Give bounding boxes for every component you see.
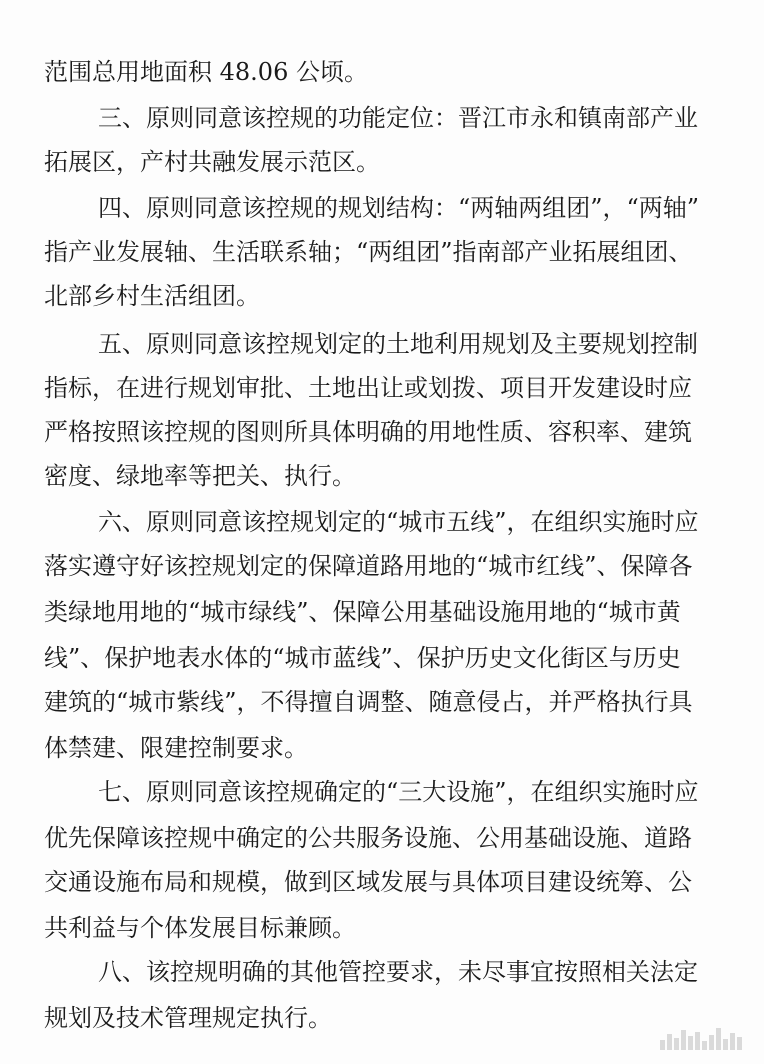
text-line: 指标，在进行规划审批、土地出让或划拨、项目开发建设时应 (44, 374, 692, 402)
text-line: 北部乡村生活组团。 (44, 282, 260, 310)
text-line: 建筑的“城市紫线”，不得擅自调整、随意侵占，并严格执行具 (44, 688, 693, 716)
text-line: 拓展区，产村共融发展示范区。 (44, 148, 380, 176)
text-line: 指产业发展轴、生活联系轴；“两组团”指南部产业拓展组团、 (44, 238, 693, 266)
text-line: 七、原则同意该控规确定的“三大设施”，在组织实施时应 (98, 778, 699, 806)
text-line: 交通设施布局和规模，做到区域发展与具体项目建设统筹、公 (44, 868, 692, 896)
text-line: 三、原则同意该控规的功能定位：晋江市永和镇南部产业 (98, 104, 698, 132)
text-line: 八、该控规明确的其他管控要求，未尽事宜按照相关法定 (98, 958, 698, 986)
text-line: 优先保障该控规中确定的公共服务设施、公用基础设施、道路 (44, 824, 692, 852)
text-line: 落实遵守好该控规划定的保障道路用地的“城市红线”、保障各 (44, 552, 693, 580)
text-line: 五、原则同意该控规划定的土地利用规划及主要规划控制 (98, 330, 698, 358)
text-line: 严格按照该控规的图则所具体明确的用地性质、容积率、建筑 (44, 418, 692, 446)
text-line: 类绿地用地的“城市绿线”、保障公用基础设施用地的“城市黄 (44, 598, 681, 626)
text-line: 四、原则同意该控规的规划结构：“两轴两组团”，“两轴” (98, 194, 700, 222)
text-line: 范围总用地面积 48.06 公顷。 (44, 58, 368, 86)
watermark-icon (660, 1026, 746, 1050)
text-line: 六、原则同意该控规划定的“城市五线”，在组织实施时应 (98, 508, 699, 536)
text-line: 密度、绿地率等把关、执行。 (44, 462, 356, 490)
text-line: 规划及技术管理规定执行。 (44, 1004, 332, 1032)
text-line: 线”、保护地表水体的“城市蓝线”、保护历史文化街区与历史 (44, 644, 681, 672)
text-line: 共利益与个体发展目标兼顾。 (44, 914, 356, 942)
text-line: 体禁建、限建控制要求。 (44, 734, 308, 762)
